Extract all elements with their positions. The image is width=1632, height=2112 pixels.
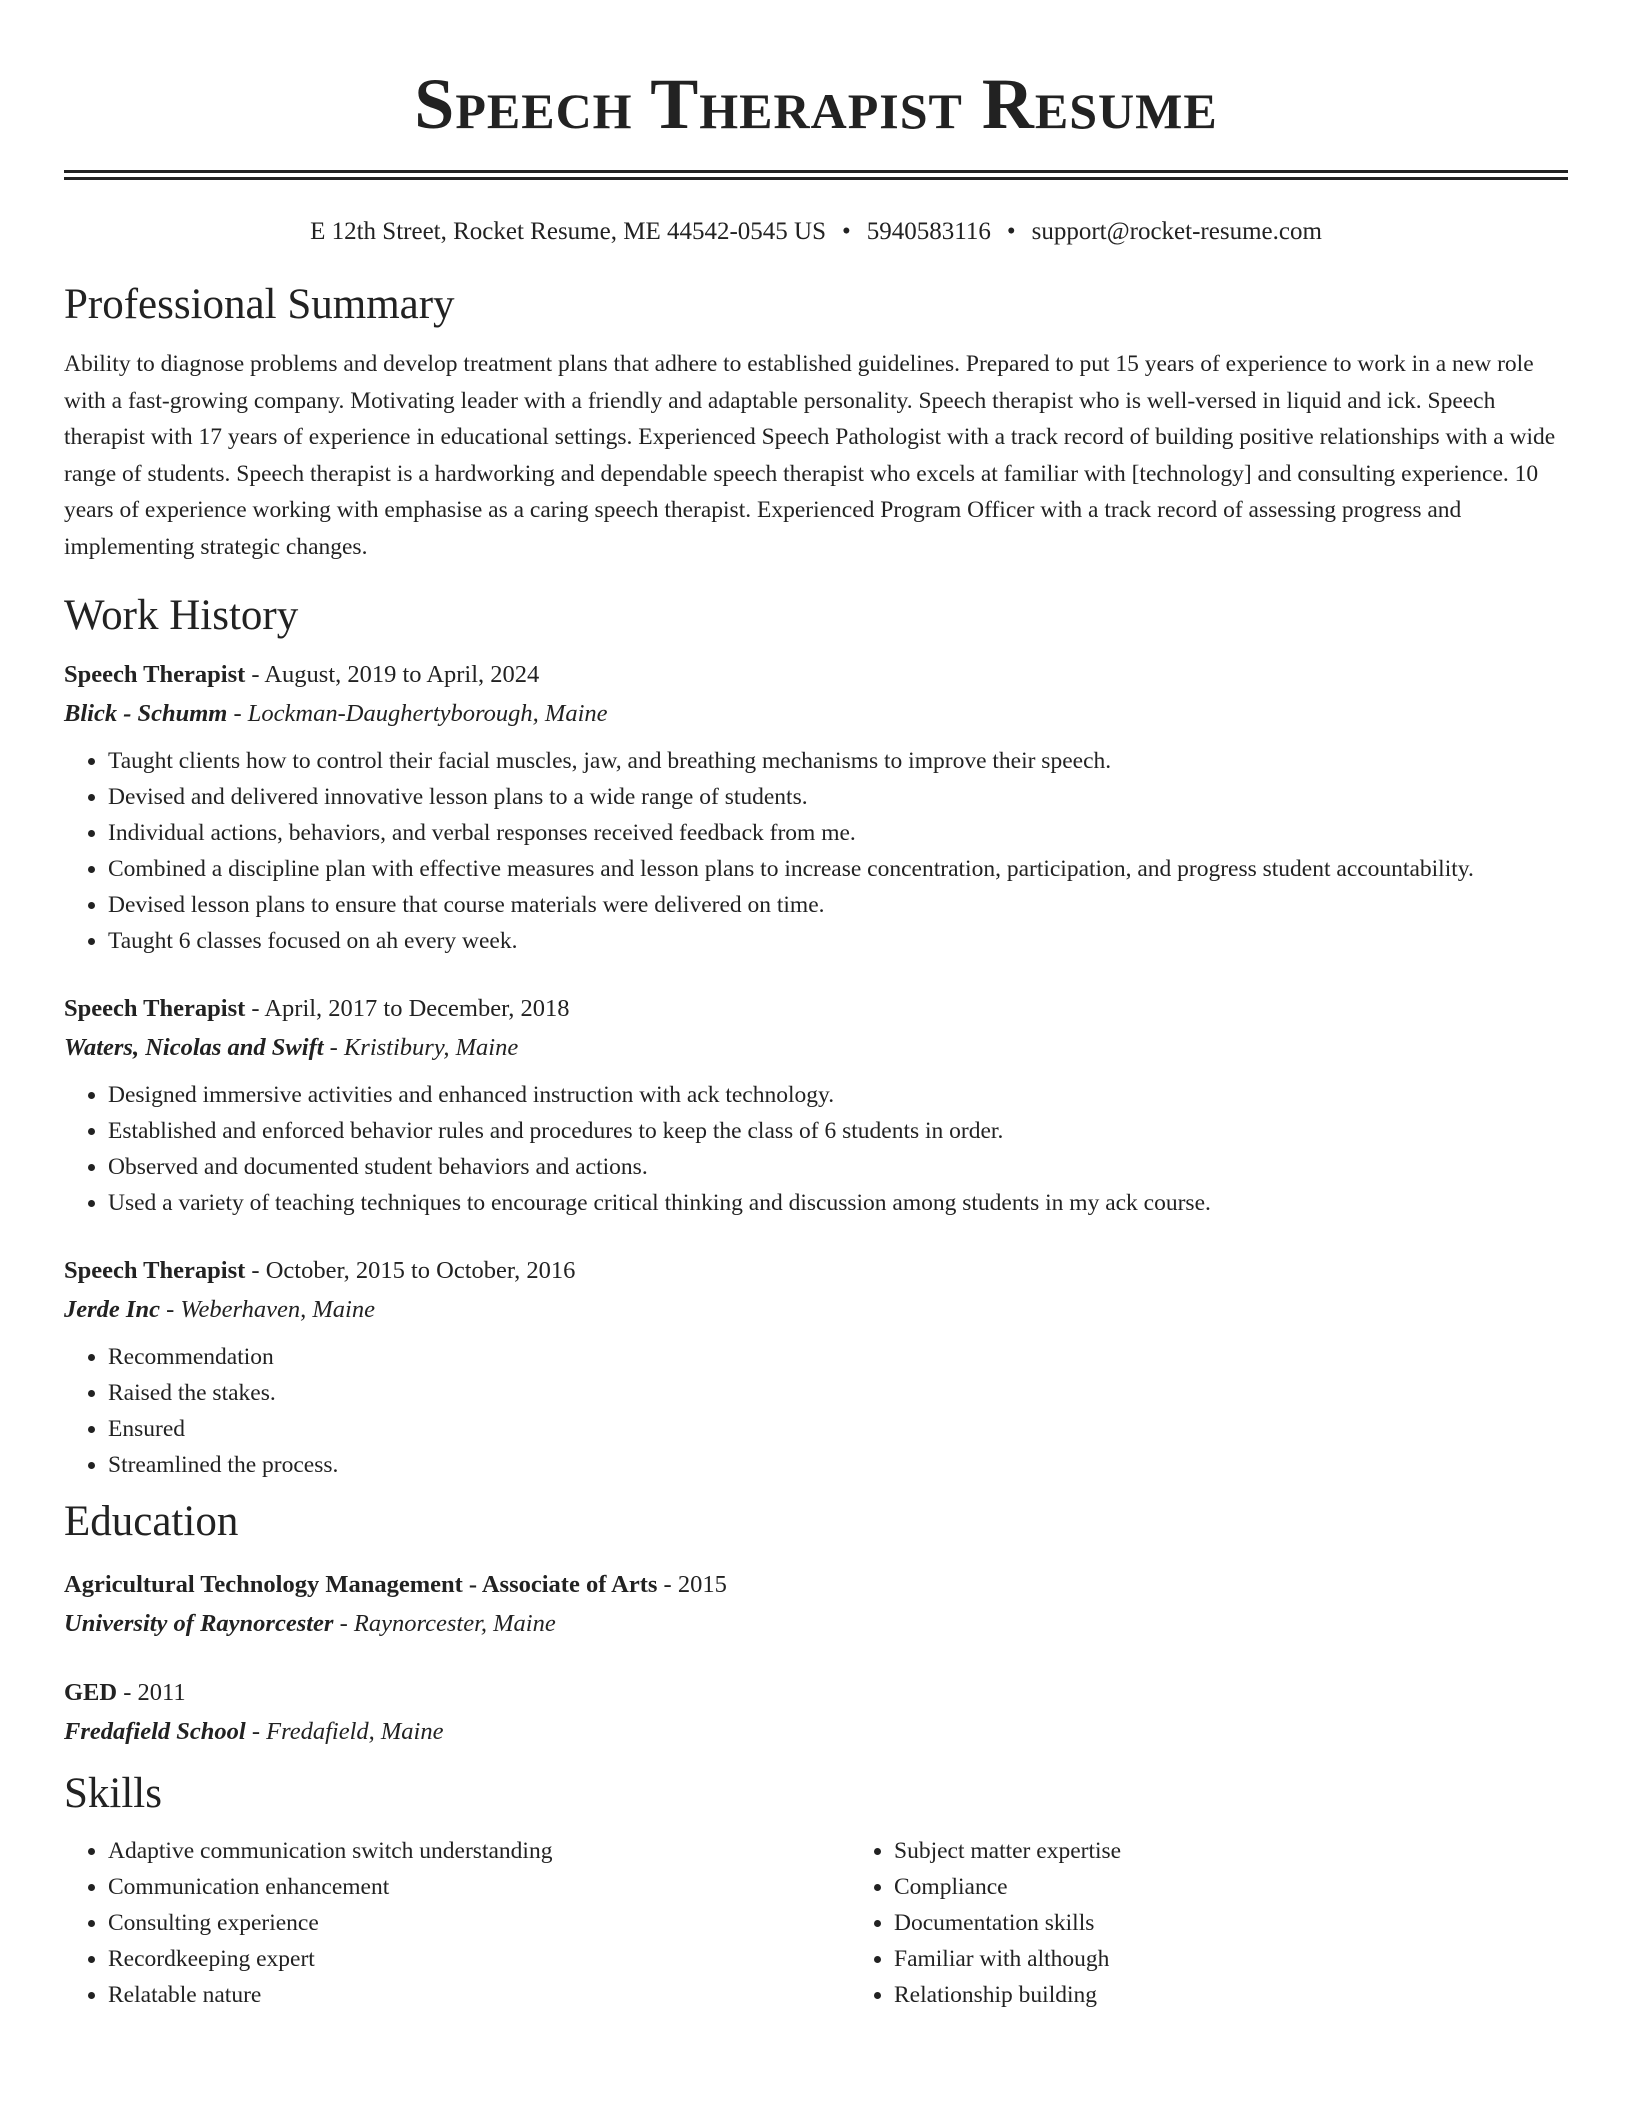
job-bullet: • Taught clients how to control their facial muscles, jaw, and breathing mechanisms to improve their speech. [108, 743, 1568, 779]
school-line [64, 1712, 1568, 1751]
job-bullet: • Devised lesson plans to ensure that course materials were delivered on time. [108, 887, 1568, 923]
job-title: Speech Therapist [64, 661, 246, 688]
job-bullet: • Recommendation [108, 1339, 1568, 1375]
skill-item: • Consulting experience [108, 1905, 850, 1941]
degree: Agricultural Technology Management - Associate of Arts [64, 1571, 658, 1598]
job-location: Weberhaven, Maine [180, 1296, 375, 1323]
school-name: Fredafield School [64, 1718, 246, 1745]
skill-item: • Relationship building [894, 1977, 1568, 2013]
skill-item: • Documentation skills [894, 1905, 1568, 1941]
job-bullet: • Designed immersive activities and enhanced instruction with ack technology. [108, 1077, 1568, 1113]
dash: - [159, 1296, 181, 1323]
job-bullets [64, 1077, 1568, 1221]
job-entry [64, 1251, 1568, 1483]
job-bullets [64, 743, 1568, 959]
job-dates: April, 2017 to December, 2018 [264, 995, 570, 1022]
dash: - [323, 1034, 344, 1061]
contact-separator: • [842, 218, 851, 245]
skill-item: • Compliance [894, 1869, 1568, 1905]
contact-phone: 5940583116 [866, 218, 991, 245]
job-title-line [64, 655, 1568, 694]
job-bullets [64, 1339, 1568, 1483]
resume-title: Speech Therapist Resume [414, 64, 1218, 144]
job-title-line [64, 989, 1568, 1028]
title-double-rule [64, 170, 1568, 180]
job-bullet: • Observed and documented student behaviors and actions. [108, 1149, 1568, 1185]
school-name: University of Raynorcester [64, 1610, 334, 1637]
job-bullet: • Streamlined the process. [108, 1447, 1568, 1483]
degree: GED [64, 1679, 118, 1706]
degree-line [64, 1565, 1568, 1604]
job-bullet: • Ensured [108, 1411, 1568, 1447]
contact-email: support@rocket-resume.com [1031, 218, 1322, 245]
job-bullet: • Raised the stakes. [108, 1375, 1568, 1411]
job-title: Speech Therapist [64, 995, 246, 1022]
dash: - [245, 1718, 267, 1745]
job-entry [64, 989, 1568, 1221]
skill-item: • Relatable nature [108, 1977, 850, 2013]
job-title: Speech Therapist [64, 1257, 246, 1284]
dash: - [117, 1679, 138, 1706]
job-company-line [64, 1028, 1568, 1067]
dash: - [657, 1571, 678, 1598]
school-location: Fredafield, Maine [266, 1718, 444, 1745]
education-heading: Education [64, 1498, 239, 1545]
graduation-year: 2011 [137, 1679, 186, 1706]
job-bullet: • Used a variety of teaching techniques to encourage critical thinking and discussion among students in my ack course. [108, 1185, 1568, 1221]
skills-list [64, 1833, 1568, 2013]
summary-text: Ability to diagnose problems and develop treatment plans that adhere to established guidelines. Prepared to put 15 years of experience to work in a new role with a fast-growing company. Motivating leader with a friendly and adaptable personality. Speech therapist who is well-versed in liquid and ick. Speech therapist with 17 years of experience in educational settings. Experienced Speech Pathologist with a track record of building positive relationships with a wide range of students. Speech therapist is a hardworking and dependable speech therapist who excels at familiar with [technology] and consulting experience. 10 years of experience working with emphasise as a caring speech therapist. Experienced Program Officer with a track record of assessing progress and implementing strategic changes. [64, 351, 1556, 560]
contact-separator: • [1006, 218, 1016, 245]
dash: - [245, 661, 265, 688]
skill-item: • Familiar with although [894, 1941, 1568, 1977]
contact-address: E 12th Street, Rocket Resume, ME 44542-0545 US [310, 218, 826, 245]
job-company: Waters, Nicolas and Swift [64, 1034, 324, 1061]
skill-item: • Subject matter expertise [894, 1833, 1568, 1869]
school-line [64, 1604, 1568, 1643]
skill-item: • Communication enhancement [108, 1869, 850, 1905]
job-company-line [64, 1290, 1568, 1329]
contact-line [64, 216, 1568, 248]
job-title-line [64, 1251, 1568, 1290]
job-dates: August, 2019 to April, 2024 [264, 661, 540, 688]
summary-heading: Professional Summary [64, 281, 455, 328]
job-company-line [64, 694, 1568, 733]
job-company: Blick - Schumm [64, 700, 228, 727]
skills-column-left [64, 1833, 850, 2013]
job-bullet: • Devised and delivered innovative lesson plans to a wide range of students. [108, 779, 1568, 815]
work-history-heading: Work History [64, 592, 299, 639]
job-location: Lockman-Daughertyborough, Maine [247, 700, 608, 727]
education-entry [64, 1565, 1568, 1643]
job-bullet: • Taught 6 classes focused on ah every week. [108, 923, 1568, 959]
graduation-year: 2015 [677, 1571, 727, 1598]
job-location: Kristibury, Maine [343, 1034, 519, 1061]
education-entry [64, 1673, 1568, 1751]
job-entry [64, 655, 1568, 959]
school-location: Raynorcester, Maine [353, 1610, 556, 1637]
dash: - [227, 700, 248, 727]
skill-item: • Recordkeeping expert [108, 1941, 850, 1977]
skill-item: • Adaptive communication switch understanding [108, 1833, 850, 1869]
job-dates: October, 2015 to October, 2016 [265, 1257, 576, 1284]
job-bullet: • Established and enforced behavior rules and procedures to keep the class of 6 students in order. [108, 1113, 1568, 1149]
degree-line [64, 1673, 1568, 1712]
dash: - [245, 995, 265, 1022]
job-bullet: • Combined a discipline plan with effective measures and lesson plans to increase concentration, participation, and progress student accountability. [108, 851, 1568, 887]
dash: - [245, 1257, 266, 1284]
dash: - [333, 1610, 354, 1637]
job-company: Jerde Inc [64, 1296, 160, 1323]
skills-column-right [850, 1833, 1568, 2013]
skills-heading: Skills [64, 1770, 162, 1817]
job-bullet: • Individual actions, behaviors, and verbal responses received feedback from me. [108, 815, 1568, 851]
